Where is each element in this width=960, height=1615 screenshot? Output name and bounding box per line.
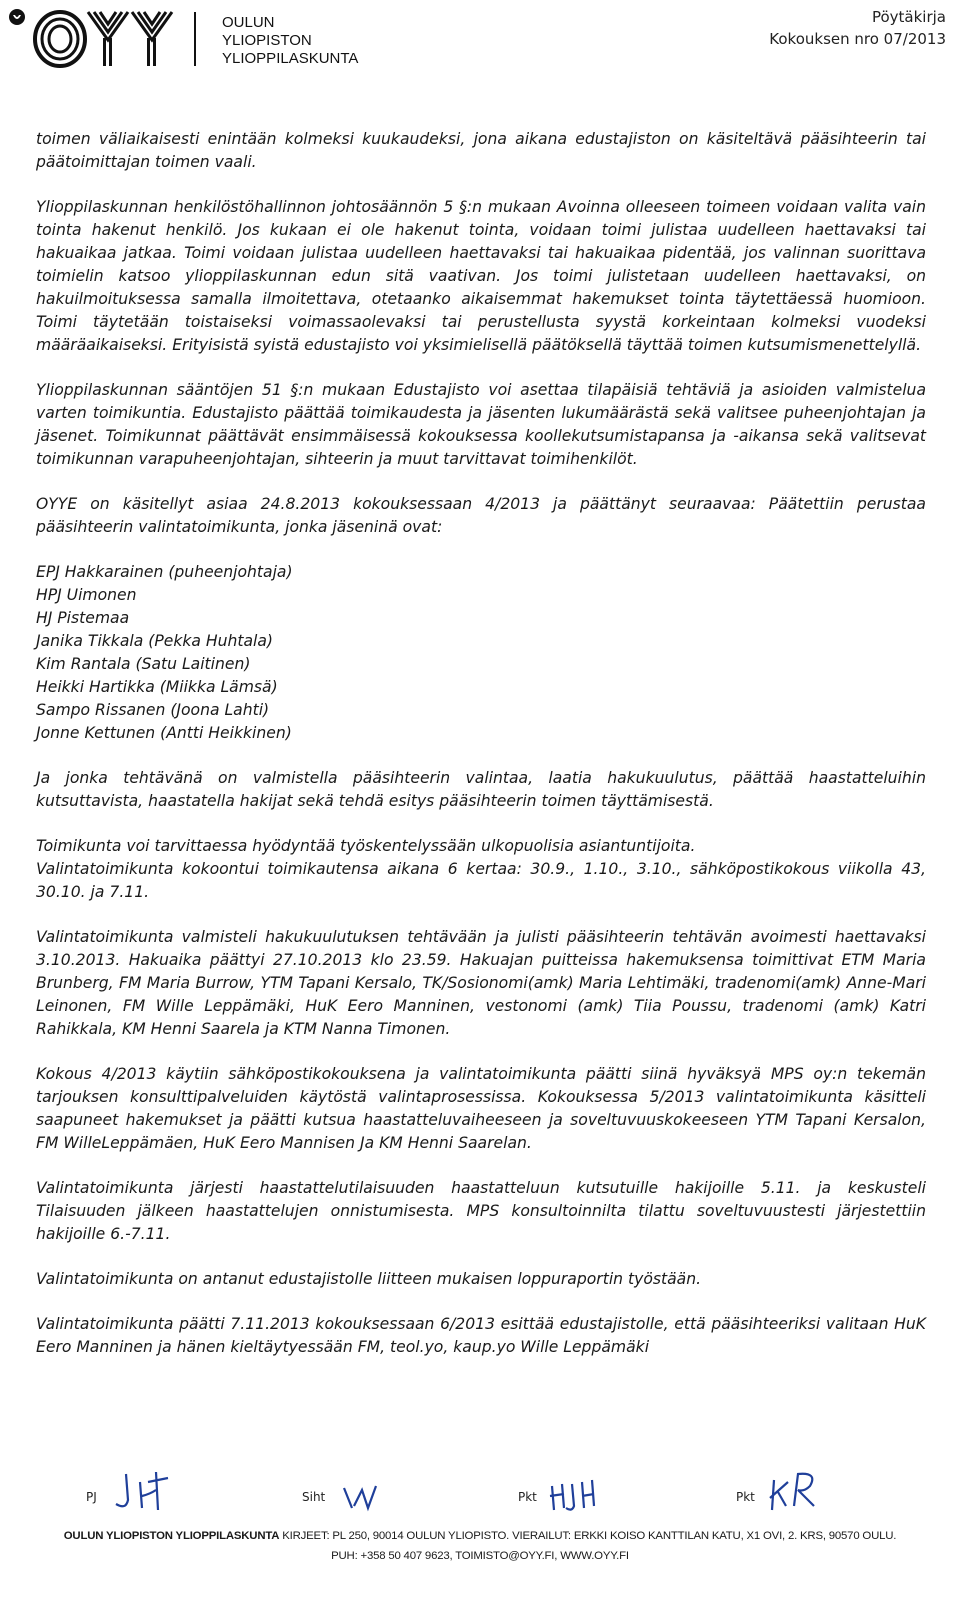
handwritten-signature-hjh xyxy=(544,1460,654,1516)
list-item: HJ Pistemaa xyxy=(36,609,130,627)
paragraph-6b: Valintatoimikunta kokoontui toimikautensa aikana 6 kertaa: 30.9., 1.10., 3.10., sähköpostikokous viikolla 43, 30.10. ja 7.11. xyxy=(36,860,926,901)
list-item: Jonne Kettunen (Antti Heikkinen) xyxy=(36,724,292,742)
signature-label: Pkt xyxy=(518,1490,537,1504)
signature-label: Siht xyxy=(302,1490,326,1504)
list-item: HPJ Uimonen xyxy=(36,586,137,604)
paragraph-5: Ja jonka tehtävänä on valmistella pääsihteerin valintaa, laatia hakukuulutus, päättää haastatteluihin kutsuttavista, haastatella hakijat sekä tehdä esitys pääsihteerin toimen täyttämisestä. xyxy=(36,769,926,810)
footer-address-line xyxy=(0,1526,960,1546)
oyy-logo xyxy=(8,6,208,68)
paragraph-8: Kokous 4/2013 käytiin sähköpostikokouksena ja valintatoimikunta päätti siinä hyväksyä MPS oy:n tekemän tarjouksen konsulttipalveluiden käytöstä valintaprosessissa. Kokouksessa 5/2013 valintatoimikunta käsitteli saapuneet hakemukset ja päätti kutsua haastatteluvaiheeseen ja soveltuvuuskokeeseen YTM Tapani Kersalon, FM WilleLeppämäen, HuK Eero Mannisen Ja KM Henni Saarelan. xyxy=(36,1065,926,1152)
handwritten-signature-siht xyxy=(338,1460,438,1516)
paragraph-1: toimen väliaikaisesti enintään kolmeksi kuukaudeksi, jona aikana edustajiston on käsiteltävä pääsihteerin tai päätoimittajan toimen vaali. xyxy=(36,130,926,171)
list-item: Kim Rantala (Satu Laitinen) xyxy=(36,655,251,673)
paragraph-7: Valintatoimikunta valmisteli hakukuulutuksen tehtävään ja julisti pääsihteerin tehtävän avoimesti haettavaksi 3.10.2013. Hakuaika päättyi 27.10.2013 klo 23.59. Hakuajan puitteissa hakemuksensa toimittivat ETM Maria Brunberg, FM Maria Burrow, YTM Tapani Kersalo, TK/Sosionomi(amk) Maria Lehtimäki, tradenomi(amk) Anne-Mari Leinonen, FM Wille Leppämäki, HuK Eero Manninen, vestonomi (amk) Tiia Poussu, tradenomi (amk) Katri Rahikkala, KM Henni Saarela ja KTM Nanna Timonen. xyxy=(36,928,926,1038)
org-line-1: OULUN xyxy=(222,14,275,31)
document-meta xyxy=(769,6,946,50)
handwritten-signature-jh xyxy=(112,1460,222,1516)
footer-address: KIRJEET: PL 250, 90014 OULUN YLIOPISTO. VIERAILUT: ERKKI KOISO KANTTILAN KATU, X1 OVI, 2. KRS, 90570 OULU. xyxy=(282,1530,897,1542)
document-body xyxy=(36,128,926,1359)
paragraph-6a: Toimikunta voi tarvittaessa hyödyntää työskentelyssään ulkopuolisia asiantuntijoita. xyxy=(36,837,696,855)
footer-contact: PUH: +358 50 407 9623, TOIMISTO@OYY.FI, WWW.OYY.FI xyxy=(331,1550,629,1562)
signature-row xyxy=(0,1460,960,1520)
signature-pkt-2 xyxy=(736,1460,846,1516)
paragraph-9: Valintatoimikunta järjesti haastattelutilaisuuden haastatteluun kutsutuille hakijoille 5.11. ja keskusteli Tilaisuuden jälkeen haastattelujen onnistumisesta. MPS konsultoinnilta tilattu soveltuvuustesti järjestettiin hakijoille 6.-7.11. xyxy=(36,1179,926,1243)
member-list xyxy=(36,561,926,745)
org-line-2: YLIOPISTON xyxy=(222,32,312,49)
paragraph-2: Ylioppilaskunnan henkilöstöhallinnon johtosäännön 5 §:n mukaan Avoinna olleeseen toimeen voidaan valita vain tointa hakenut henkilö. Jos kukaan ei ole hakenut tointa, voidaan toimi julistaa uudelleen haettavaksi tai hakuaikaa jatkaa. Toimi voidaan julistaa uudelleen haettavaksi tai hakuaikaa pidentää, jos valinnan suorittava toimielin katsoo ylioppilaskunnan edun sitä vaativan. Jos toimi julistetaan uudelleen haettavaksi, on hakuilmoituksessa samalla ilmoitettava, otetaanko aikaisemmat hakemukset tointa täytettäessä huomioon. Toimi täytetään toistaiseksi voimassaolevaksi tai perustellusta syystä korkeintaan kolmeksi vuodeksi määräaikaiseksi. Erityisistä syistä edustajisto voi yksimielisellä päätöksellä täyttää toimen kutsumismenettelyllä. xyxy=(36,198,926,354)
signature-label: PJ xyxy=(86,1490,97,1504)
signature-pkt-1 xyxy=(518,1460,628,1516)
list-item: Heikki Hartikka (Miikka Lämsä) xyxy=(36,678,278,696)
signature-siht xyxy=(302,1460,402,1516)
list-item: Janika Tikkala (Pekka Huhtala) xyxy=(36,632,274,650)
list-item: Sampo Rissanen (Joona Lahti) xyxy=(36,701,270,719)
footer xyxy=(0,1526,960,1566)
paragraph-11: Valintatoimikunta päätti 7.11.2013 kokouksessaan 6/2013 esittää edustajistolle, että pääsihteeriksi valitaan HuK Eero Manninen ja hänen kieltäytyessään FM, teol.yo, kaup.yo Wille Leppämäki xyxy=(36,1315,926,1356)
organization-name xyxy=(222,14,358,68)
paragraph-4: OYYE on käsitellyt asiaa 24.8.2013 kokouksessaan 4/2013 ja päättänyt seuraavaa: Päätettiin perustaa pääsihteerin valintatoimikunta, jonka jäseninä ovat: xyxy=(36,495,926,536)
letterhead xyxy=(8,6,952,86)
signature-label: Pkt xyxy=(736,1490,755,1504)
handwritten-signature-kr xyxy=(764,1460,874,1516)
org-line-3: YLIOPPILASKUNTA xyxy=(222,50,359,67)
list-item: EPJ Hakkarainen (puheenjohtaja) xyxy=(36,563,293,581)
paragraph-3: Ylioppilaskunnan sääntöjen 51 §:n mukaan Edustajisto voi asettaa tilapäisiä tehtäviä ja asioiden valmistelua varten toimikuntia. Edustajisto päättää toimikaudesta ja jäsenten lukumäärästä sekä valitsee puheenjohtajan ja jäsenet. Toimikunnat päättävät ensimmäisessä kokouksessa koollekutsumistapansa ja -aikansa sekä valitsevat toimikunnan varapuheenjohtajan, sihteerin ja muut tarvittavat toimihenkilöt. xyxy=(36,381,926,468)
document-type: Pöytäkirja xyxy=(871,8,946,26)
footer-org-name: OULUN YLIOPISTON YLIOPPILASKUNTA xyxy=(63,1530,280,1542)
meeting-number: Kokouksen nro 07/2013 xyxy=(769,30,946,48)
signature-pj xyxy=(86,1460,196,1516)
paragraph-10: Valintatoimikunta on antanut edustajistolle liitteen mukaisen loppuraportin työstään. xyxy=(36,1270,702,1288)
